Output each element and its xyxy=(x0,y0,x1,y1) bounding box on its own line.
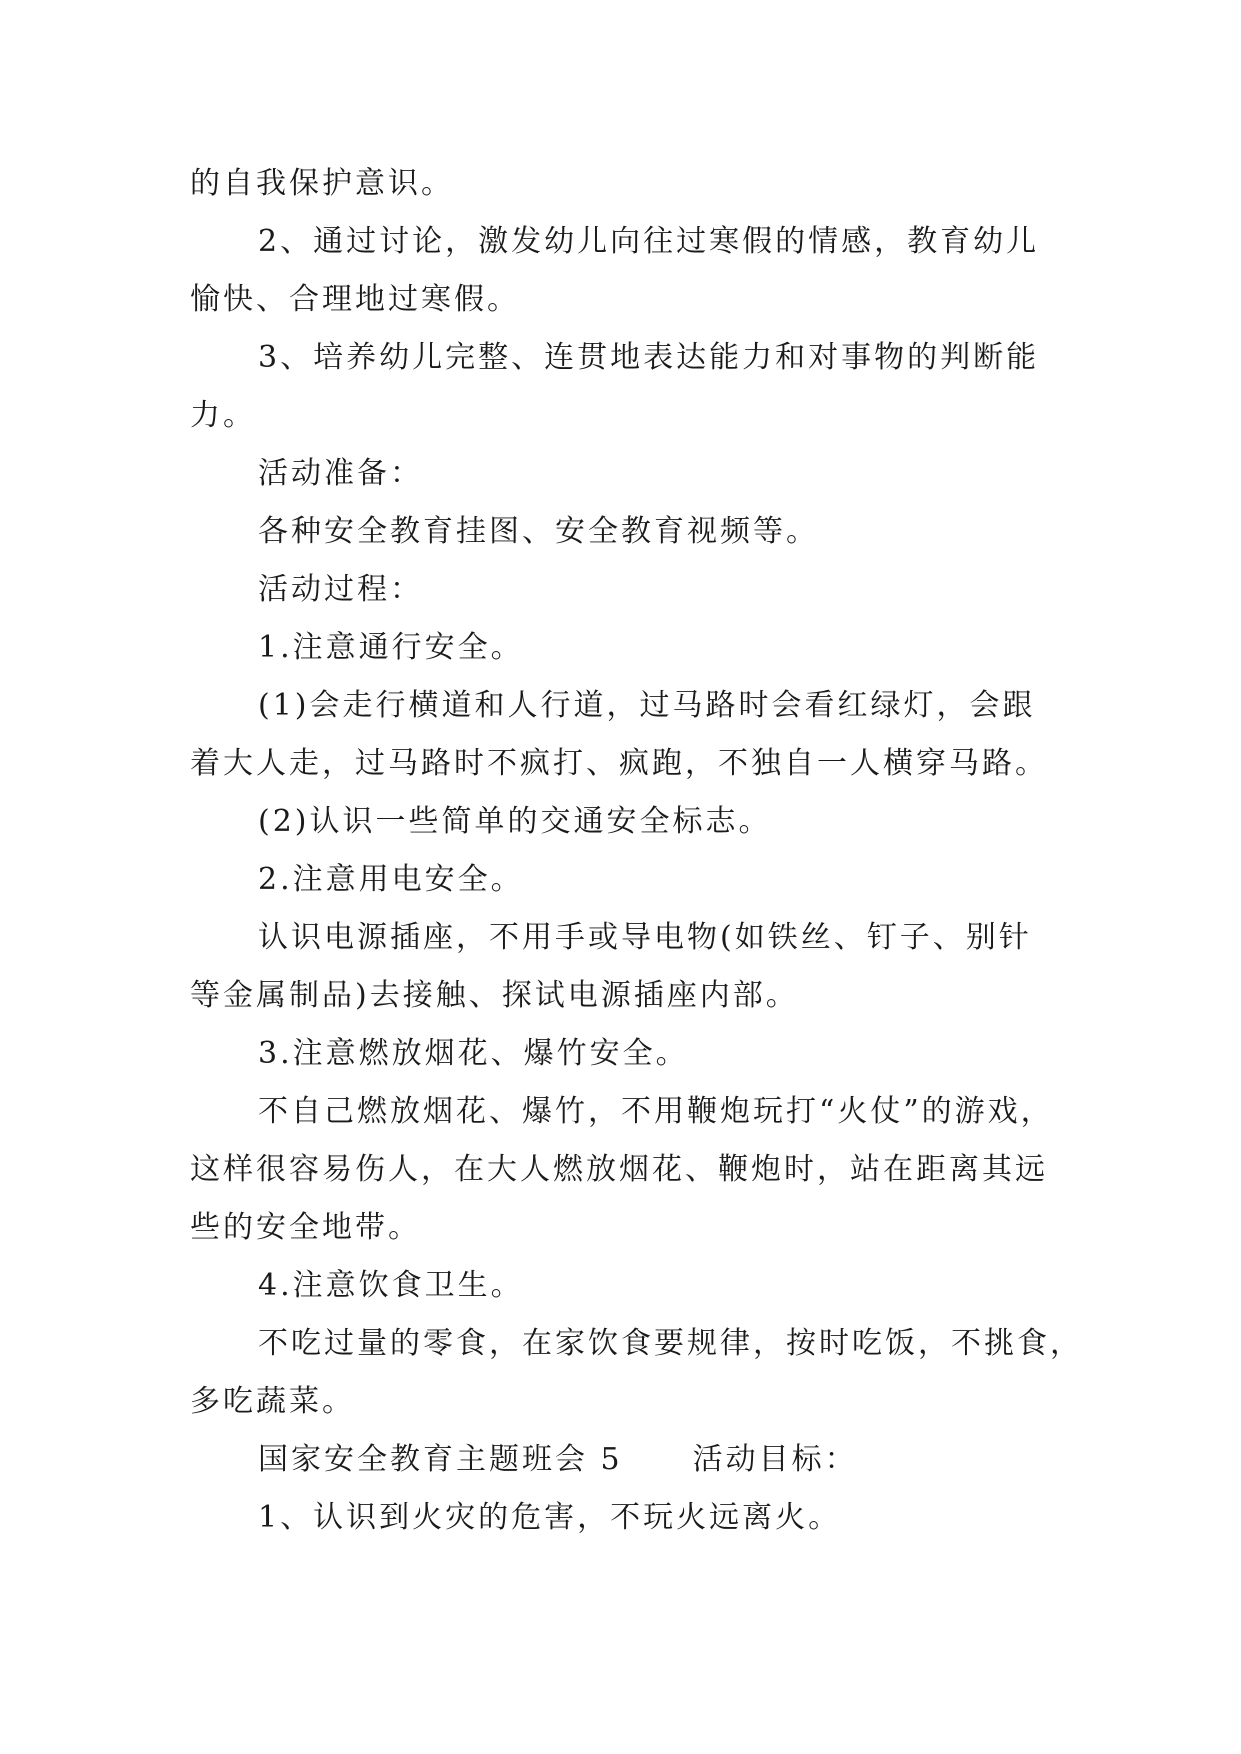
paragraph-line: 力。 xyxy=(190,398,256,433)
section-title-line xyxy=(190,1431,1058,1489)
paragraph-line: 愉快、合理地过寒假。 xyxy=(190,282,520,317)
paragraph-line: 不吃过量的零食，在家饮食要规律，按时吃饭，不挑食， xyxy=(258,1326,1083,1361)
section-heading: 活动过程： xyxy=(258,572,423,607)
list-item-heading: 1.注意通行安全。 xyxy=(258,630,524,665)
paragraph-line: 些的安全地带。 xyxy=(190,1210,421,1245)
paragraph-line: 1、认识到火灾的危害，不玩火远离火。 xyxy=(258,1500,842,1535)
paragraph-line: 的自我保护意识。 xyxy=(190,166,454,201)
section-title: 国家安全教育主题班会 5 xyxy=(258,1442,623,1477)
document-body xyxy=(190,155,1083,1547)
paragraph-line: (1)会走行横道和人行道，过马路时会看红绿灯，会跟 xyxy=(258,688,1036,723)
paragraph-line: 这样很容易伤人，在大人燃放烟花、鞭炮时，站在距离其远 xyxy=(190,1152,1048,1187)
paragraph-line: 着大人走，过马路时不疯打、疯跑，不独自一人横穿马路。 xyxy=(190,746,1048,781)
paragraph-line: (2)认识一些简单的交通安全标志。 xyxy=(258,804,772,839)
list-item-heading: 3.注意燃放烟花、爆竹安全。 xyxy=(258,1036,689,1071)
list-item-heading: 2.注意用电安全。 xyxy=(258,862,524,897)
section-heading: 活动准备： xyxy=(258,456,423,491)
paragraph-line: 多吃蔬菜。 xyxy=(190,1384,355,1419)
paragraph-line: 2、通过讨论，激发幼儿向往过寒假的情感，教育幼儿 xyxy=(258,224,1040,259)
list-item-heading: 4.注意饮食卫生。 xyxy=(258,1268,524,1303)
paragraph-line: 各种安全教育挂图、安全教育视频等。 xyxy=(258,514,819,549)
paragraph-line: 3、培养幼儿完整、连贯地表达能力和对事物的判断能 xyxy=(258,340,1040,375)
section-heading: 活动目标： xyxy=(692,1442,858,1477)
paragraph-line: 等金属制品)去接触、探试电源插座内部。 xyxy=(190,978,799,1013)
paragraph-line: 认识电源插座，不用手或导电物(如铁丝、钉子、别针 xyxy=(258,920,1032,955)
paragraph-line: 不自己燃放烟花、爆竹，不用鞭炮玩打“火仗”的游戏， xyxy=(258,1094,1054,1129)
